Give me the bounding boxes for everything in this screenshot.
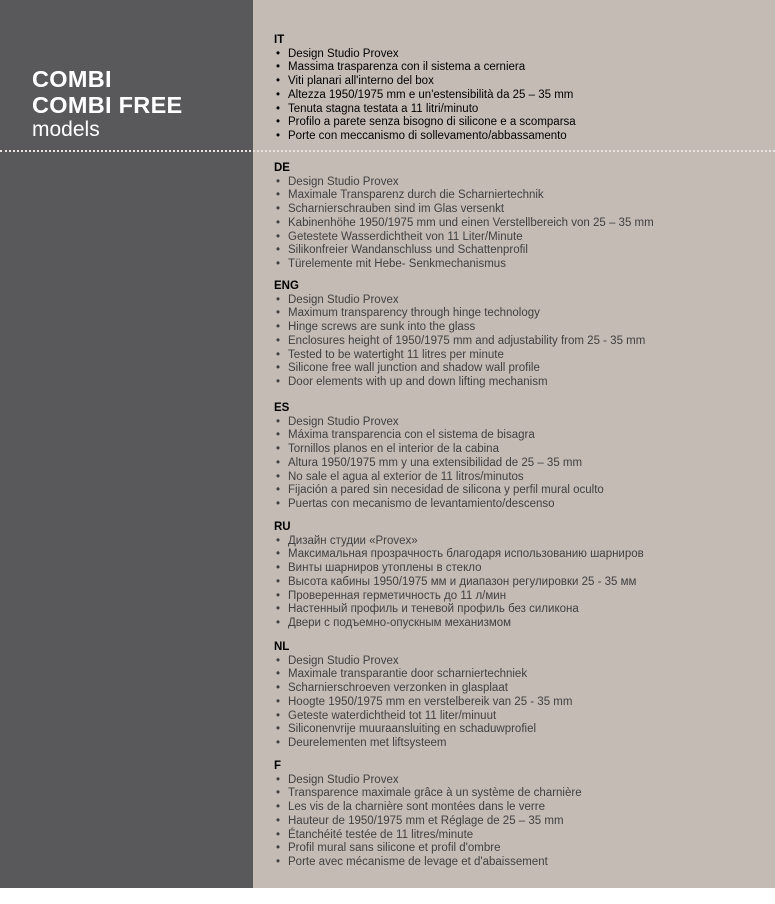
section-code: ES	[274, 402, 290, 414]
section-eng	[274, 280, 764, 390]
list-item: • Hauteur de 1950/1975 mm et Réglage de 25 – 35 mm	[274, 815, 764, 829]
list-item: • Максимальная прозрачность благодаря использованию шарниров	[274, 548, 764, 562]
list-item: • Проверенная герметичность до 11 л/мин	[274, 590, 764, 604]
dotted-divider	[0, 150, 775, 152]
list-item: • Tenuta stagna testata a 11 litri/minuto	[274, 103, 764, 117]
list-item: • Дизайн студии «Provex»	[274, 535, 764, 549]
list-item: • Hinge screws are sunk into the glass	[274, 321, 764, 335]
section-code: NL	[274, 641, 290, 653]
title-line-1: COMBI	[32, 66, 112, 92]
feature-list	[274, 655, 764, 751]
list-item: • Silikonfreier Wandanschluss und Schattenprofil	[274, 244, 764, 258]
list-item: • Porte avec mécanisme de levage et d'abaissement	[274, 856, 764, 870]
list-item: • Kabinenhöhe 1950/1975 mm und einen Verstellbereich von 25 – 35 mm	[274, 217, 764, 231]
section-ru	[274, 521, 764, 631]
list-item: • Máxima transparencia con el sistema de bisagra	[274, 429, 764, 443]
model-title	[32, 66, 183, 142]
list-item: • Maximale transparantie door scharniertechniek	[274, 668, 764, 682]
list-item: • Altura 1950/1975 mm y una extensibilidad de 25 – 35 mm	[274, 457, 764, 471]
section-code: RU	[274, 521, 291, 533]
section-it	[274, 34, 764, 144]
list-item: • Silicone free wall junction and shadow wall profile	[274, 362, 764, 376]
section-f	[274, 760, 764, 870]
list-item: • Viti planari all'interno del box	[274, 75, 764, 89]
list-item: • Profilo a parete senza bisogno di silicone e a scomparsa	[274, 116, 764, 130]
list-item: • Maximale Transparenz durch die Scharniertechnik	[274, 189, 764, 203]
list-item: • Tested to be watertight 11 litres per minute	[274, 349, 764, 363]
list-item: • Massima trasparenza con il sistema a cerniera	[274, 61, 764, 75]
feature-list	[274, 535, 764, 631]
list-item: • Настенный профиль и теневой профиль без силикона	[274, 603, 764, 617]
list-item: • Getestete Wasserdichtheit von 11 Liter/Minute	[274, 231, 764, 245]
list-item: • Design Studio Provex	[274, 655, 764, 669]
list-item: • Hoogte 1950/1975 mm en verstelbereik van 25 - 35 mm	[274, 696, 764, 710]
section-nl	[274, 641, 764, 751]
list-item: • Двери с подъемно-опускным механизмом	[274, 617, 764, 631]
section-code: F	[274, 760, 282, 772]
list-item: • Porte con meccanismo di sollevamento/abbassamento	[274, 130, 764, 144]
list-item: • Высота кабины 1950/1975 мм и диапазон регулировки 25 - 35 мм	[274, 576, 764, 590]
list-item: • Maximum transparency through hinge technology	[274, 307, 764, 321]
list-item: • Deurelementen met liftsysteem	[274, 737, 764, 751]
list-item: • Scharnierschroeven verzonken in glasplaat	[274, 682, 764, 696]
feature-list	[274, 48, 764, 144]
list-item: • Profil mural sans silicone et profil d'ombre	[274, 842, 764, 856]
list-item: • Altezza 1950/1975 mm e un'estensibilità da 25 – 35 mm	[274, 89, 764, 103]
list-item: • Türelemente mit Hebe- Senkmechanismus	[274, 258, 764, 272]
list-item: • Enclosures height of 1950/1975 mm and adjustability from 25 - 35 mm	[274, 335, 764, 349]
list-item: • Scharnierschrauben sind im Glas versenkt	[274, 203, 764, 217]
feature-list	[274, 774, 764, 870]
title-line-2: COMBI FREE	[32, 92, 183, 118]
list-item: • Tornillos planos en el interior de la cabina	[274, 443, 764, 457]
section-es	[274, 402, 764, 512]
list-item: • Винты шарниров утоплены в стекло	[274, 562, 764, 576]
list-item: • Fijación a pared sin necesidad de silicona y perfil mural oculto	[274, 484, 764, 498]
list-item: • Siliconenvrije muuraansluiting en schaduwprofiel	[274, 723, 764, 737]
list-item: • Design Studio Provex	[274, 294, 764, 308]
list-item: • Étanchéité testée de 11 litres/minute	[274, 829, 764, 843]
list-item: • Design Studio Provex	[274, 774, 764, 788]
list-item: • Geteste waterdichtheid tot 11 liter/minuut	[274, 710, 764, 724]
list-item: • Puertas con mecanismo de levantamiento/descenso	[274, 498, 764, 512]
section-de	[274, 162, 764, 272]
list-item: • Design Studio Provex	[274, 416, 764, 430]
feature-list	[274, 176, 764, 272]
title-line-3: models	[32, 118, 100, 141]
section-code: DE	[274, 162, 290, 174]
list-item: • Design Studio Provex	[274, 48, 764, 62]
feature-list	[274, 294, 764, 390]
section-code: IT	[274, 34, 285, 46]
list-item: • Design Studio Provex	[274, 176, 764, 190]
list-item: • Les vis de la charnière sont montées dans le verre	[274, 801, 764, 815]
list-item: • Transparence maximale grâce à un système de charnière	[274, 787, 764, 801]
section-code: ENG	[274, 280, 299, 292]
feature-list	[274, 416, 764, 512]
list-item: • Door elements with up and down lifting mechanism	[274, 376, 764, 390]
list-item: • No sale el agua al exterior de 11 litros/minutos	[274, 471, 764, 485]
